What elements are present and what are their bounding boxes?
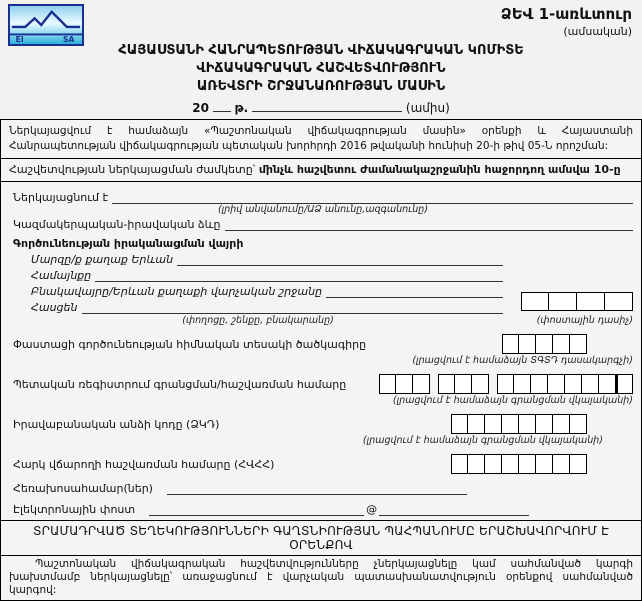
confidentiality-banner bbox=[0, 521, 642, 556]
address-caption: (փողոցը, շենքը, բնակարանը) bbox=[182, 315, 334, 326]
region-row bbox=[31, 252, 503, 266]
presenter-label: Ներկայացնում է bbox=[13, 191, 109, 204]
presenter-caption: (լրիվ անվանումը/ԱՁ անունը,ազգանունը) bbox=[217, 204, 429, 215]
entry-cell[interactable] bbox=[497, 374, 514, 394]
tin-row bbox=[13, 454, 633, 474]
entry-cell[interactable] bbox=[379, 374, 396, 394]
postal-code-block bbox=[503, 250, 633, 326]
entry-cell[interactable] bbox=[553, 334, 570, 354]
entry-cell[interactable] bbox=[396, 374, 413, 394]
entry-cell[interactable] bbox=[502, 414, 519, 434]
date-line bbox=[0, 99, 642, 115]
entry-cell[interactable] bbox=[553, 454, 570, 474]
legal-form-input-line[interactable] bbox=[225, 217, 634, 231]
entry-cell[interactable] bbox=[519, 414, 536, 434]
title-subject: ԱՌԵՎՏՐԻ ՇՐՋԱՆԱՌՈՒԹՅԱՆ ՄԱՍԻՆ bbox=[196, 79, 446, 94]
entry-cell[interactable] bbox=[451, 414, 468, 434]
register-cells-group2[interactable] bbox=[438, 374, 489, 394]
phone-label: Հեռախոսահամար(ներ) bbox=[13, 482, 153, 495]
address-left-column bbox=[13, 250, 503, 326]
presenter-input-line[interactable] bbox=[112, 190, 633, 204]
entry-cell[interactable] bbox=[570, 414, 587, 434]
phone-input-line[interactable] bbox=[167, 481, 467, 495]
register-cells-group1[interactable] bbox=[379, 374, 430, 394]
settlement-label: Բնակավայրը/Երևան քաղաքի վարչական շրջանը bbox=[31, 285, 323, 298]
logo-text-right: SA bbox=[63, 35, 75, 44]
title-report: ՎԻՃԱԿԱԳՐԱԿԱՆ ՀԱՇՎԵՏՎՈՒԹՅՈՒՆ bbox=[196, 61, 446, 76]
email-label: Էլեկտրոնային փոստ bbox=[13, 503, 136, 516]
activity-label: Փաստացի գործունեության հիմնական տեսակի ծածկագիրը bbox=[13, 337, 367, 351]
email-at-sign: @ bbox=[366, 503, 378, 516]
entry-cell[interactable] bbox=[565, 374, 582, 394]
register-caption: (լրացվում է համաձայն գրանցման վկայականի) bbox=[392, 395, 633, 406]
entry-cell[interactable] bbox=[502, 334, 519, 354]
legal-basis-box bbox=[0, 119, 642, 159]
deadline-box bbox=[0, 159, 642, 182]
activity-code-cells[interactable] bbox=[502, 334, 587, 354]
confidentiality-text: ՏՐԱՄԱԴՐՎԱԾ ՏԵՂԵԿՈՒԹՅՈՒՆՆԵՐԻ ԳԱՂՏՆԻՈՒԹՅԱՆ ՊԱՀՊԱՆՈՒՄԸ ԵՐԱՇԽԱՎՈՐՎՈՒՄ Է ՕՐԵՆՔՈՎ bbox=[32, 524, 610, 552]
phone-row bbox=[13, 481, 633, 495]
tin-cells[interactable] bbox=[451, 454, 587, 474]
year-input-line[interactable] bbox=[213, 99, 231, 112]
email-domain-input-line[interactable] bbox=[379, 502, 529, 516]
entry-cell[interactable] bbox=[549, 292, 577, 311]
register-row bbox=[13, 374, 633, 394]
month-caption: (ամիս) bbox=[405, 101, 450, 115]
postal-code-cells[interactable] bbox=[521, 292, 633, 311]
fields-box bbox=[0, 182, 642, 521]
logo-text-left: EI bbox=[15, 35, 24, 44]
tin-label: Հարկ վճարողի հաշվառման համարը (ՀՎՀՀ) bbox=[13, 457, 275, 471]
title-block bbox=[0, 42, 642, 96]
address-block bbox=[13, 250, 633, 326]
email-row bbox=[13, 502, 633, 516]
legal-form-label: Կազմակերպական-իրավական ձևը bbox=[13, 218, 221, 231]
location-heading: Գործունեության իրականացման վայրի bbox=[13, 237, 244, 250]
community-input-line[interactable] bbox=[95, 268, 503, 282]
entry-cell[interactable] bbox=[519, 334, 536, 354]
entry-cell[interactable] bbox=[519, 454, 536, 474]
address-label: Հասցեն bbox=[31, 301, 78, 314]
community-label: Համայնքը bbox=[31, 269, 92, 282]
legal-code-caption: (լրացվում է համաձայն գրանցման վկայականի) bbox=[362, 435, 603, 446]
legal-code-row bbox=[13, 414, 633, 434]
entry-cell[interactable] bbox=[468, 414, 485, 434]
mountain-graph-icon bbox=[10, 6, 82, 44]
entry-cell[interactable] bbox=[605, 292, 633, 311]
year-prefix: 20 bbox=[192, 101, 209, 115]
warning-text: Պաշտոնական վիճակագրական հաշվետվությունները չներկայացնելը կամ սահմանված կարգի խախտմամբ ներկայացնելը՝ առաջացնում է վարչական պատասխանատվություն օրենքով սահմանված կարգով: bbox=[9, 558, 633, 596]
entry-cell[interactable] bbox=[616, 374, 633, 394]
form-code: ՁԵՎ 1-առևտուր bbox=[500, 5, 632, 23]
entry-cell[interactable] bbox=[502, 454, 519, 474]
month-input-line[interactable] bbox=[252, 99, 402, 112]
email-local-input-line[interactable] bbox=[149, 502, 364, 516]
form-header bbox=[0, 0, 642, 50]
legal-form-row bbox=[13, 217, 633, 231]
entry-cell[interactable] bbox=[485, 454, 502, 474]
entry-cell[interactable] bbox=[577, 292, 605, 311]
entry-cell[interactable] bbox=[485, 414, 502, 434]
legal-code-cells[interactable] bbox=[451, 414, 587, 434]
legal-code-label: Իրավաբանական անձի կոդը (ՁԿԴ) bbox=[13, 417, 220, 431]
deadline-label: Հաշվետվության ներկայացման ժամկետը՝ bbox=[9, 163, 259, 176]
entry-cell[interactable] bbox=[413, 374, 430, 394]
entry-cell[interactable] bbox=[438, 374, 455, 394]
entry-cell[interactable] bbox=[514, 374, 531, 394]
armstat-logo bbox=[8, 4, 84, 46]
entry-cell[interactable] bbox=[536, 414, 553, 434]
title-committee: ՀԱՅԱՍՏԱՆԻ ՀԱՆՐԱՊԵՏՈՒԹՅԱՆ ՎԻՃԱԿԱԳՐԱԿԱՆ ԿՈՄԻՏԵ bbox=[118, 43, 524, 58]
entry-cell[interactable] bbox=[536, 454, 553, 474]
entry-cell[interactable] bbox=[553, 414, 570, 434]
entry-cell[interactable] bbox=[599, 374, 616, 394]
activity-caption: (լրացվում է համաձայն ՏԳՏԴ դասակարգչի) bbox=[412, 355, 633, 366]
form-code-block bbox=[501, 5, 632, 38]
address-row bbox=[31, 300, 503, 314]
register-cells-group3[interactable] bbox=[497, 374, 633, 394]
entry-cell[interactable] bbox=[570, 454, 587, 474]
entry-cell[interactable] bbox=[472, 374, 489, 394]
year-suffix: թ. bbox=[234, 101, 249, 115]
address-input-line[interactable] bbox=[82, 300, 504, 314]
deadline-value: մինչև հաշվետու ժամանակաշրջանին հաջորդող ամսվա 10-ը bbox=[258, 163, 621, 176]
settlement-input-line[interactable] bbox=[326, 284, 503, 298]
postal-caption: (փոստային դասիչ) bbox=[536, 315, 633, 326]
settlement-row bbox=[31, 284, 503, 298]
entry-cell[interactable] bbox=[536, 334, 553, 354]
activity-row bbox=[13, 334, 633, 354]
entry-cell[interactable] bbox=[468, 454, 485, 474]
entry-cell[interactable] bbox=[521, 292, 549, 311]
form-periodicity: (ամսական) bbox=[563, 25, 632, 38]
warning-box bbox=[0, 556, 642, 601]
region-label: Մարզը/ք քաղաք Երևան bbox=[31, 253, 174, 266]
entry-cell[interactable] bbox=[531, 374, 548, 394]
community-row bbox=[31, 268, 503, 282]
entry-cell[interactable] bbox=[570, 334, 587, 354]
region-input-line[interactable] bbox=[177, 252, 503, 266]
entry-cell[interactable] bbox=[582, 374, 599, 394]
entry-cell[interactable] bbox=[455, 374, 472, 394]
legal-basis-text: Ներկայացվում է համաձայն «Պաշտոնական վիճակագրության մասին» օրենքի և Հայաստանի Հանրապետության վիճակագրության պետական խորհրդի 2016 թվականի հունիսի 20-ի թիվ 05-Ն որոշման: bbox=[9, 125, 633, 152]
entry-cell[interactable] bbox=[548, 374, 565, 394]
register-label: Պետական ռեգիստրում գրանցման/հաշվառման համարը bbox=[13, 377, 347, 391]
presenter-row bbox=[13, 190, 633, 204]
entry-cell[interactable] bbox=[451, 454, 468, 474]
